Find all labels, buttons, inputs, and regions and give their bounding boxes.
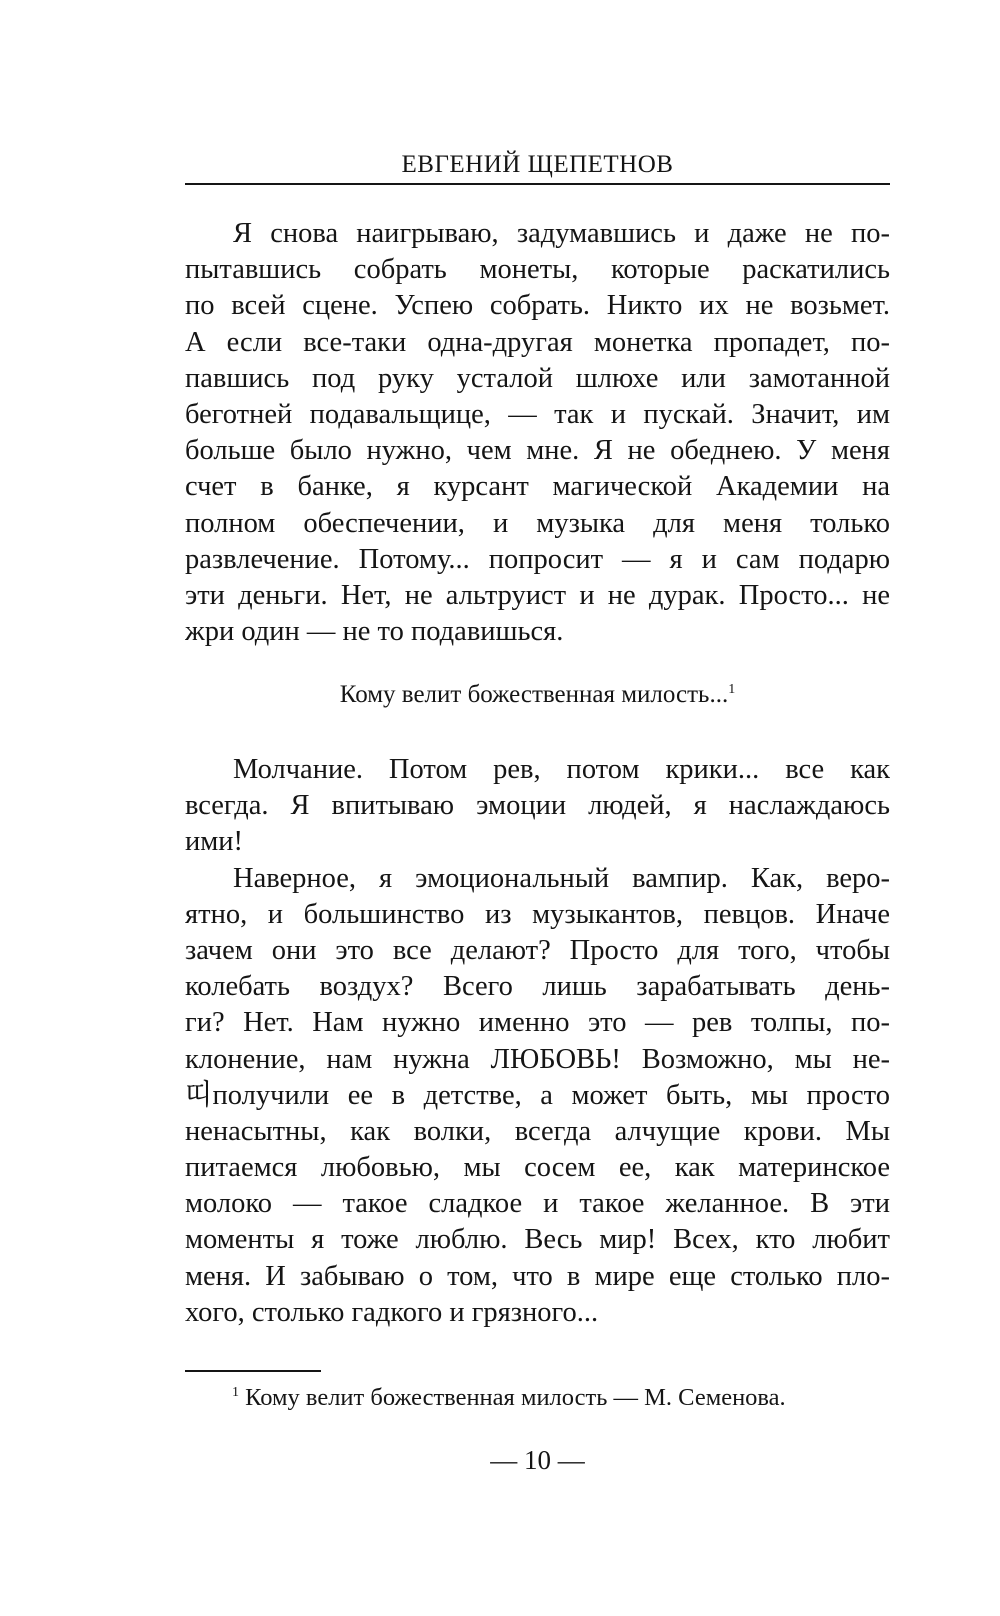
text-line: ятно, и большинство из музыкантов, певцов. Иначе	[185, 898, 890, 930]
running-head: ЕВГЕНИЙ ЩЕПЕТНОВ	[401, 151, 674, 178]
text-line: ги? Нет. Нам нужно именно это — рев толпы, по-	[185, 1007, 890, 1039]
text-line: ими!	[185, 826, 244, 858]
text-line: развлечение. Потому... попросит — я и сам подарю	[185, 543, 890, 575]
text-line: питаемся любовью, мы сосем ее, как материнское	[185, 1152, 890, 1184]
text-line: жри один — не то подавишься.	[185, 616, 564, 648]
epigraph	[185, 680, 890, 710]
footnote-number: 1	[232, 1385, 239, 1400]
footnote-text: Кому велит божественная милость — М. Семенова.	[245, 1384, 786, 1411]
paragraph-2-3	[185, 752, 890, 1331]
text-line: пытавшись собрать монеты, которые раскатились	[185, 254, 890, 286]
text-line: эти деньги. Нет, не альтруист и не дурак. Просто... не	[185, 579, 890, 611]
text-line: беготней подавальщице, — так и пускай. Значит, им	[185, 398, 890, 430]
text-line: клонение, нам нужна ЛЮБОВЬ! Возможно, мы не-	[185, 1043, 890, 1075]
text-line: Наверное, я эмоциональный вампир. Как, веро-	[233, 862, 890, 894]
page-number: — 10 —	[490, 1445, 585, 1475]
text-line: колебать воздух? Всего лишь зарабатывать день-	[185, 971, 890, 1003]
text-line: счет в банке, я курсант магической Академии на	[185, 471, 890, 503]
text-line: А если все-таки одна-другая монетка пропадет, по-	[185, 326, 890, 358]
paragraph-1	[185, 216, 890, 650]
footnote	[232, 1383, 892, 1413]
text-line: 띠получили ее в детстве, а может быть, мы просто	[185, 1079, 890, 1111]
text-line: полном обеспечении, и музыка для меня только	[185, 507, 890, 539]
footnote-marker[interactable]: 1	[728, 682, 736, 697]
text-line: всегда. Я впитываю эмоции людей, я наслаждаюсь	[185, 790, 890, 822]
text-line: Я снова наигрываю, задумавшись и даже не по-	[233, 218, 890, 249]
text-line: больше было нужно, чем мне. Я не обеднею. У меня	[185, 435, 890, 467]
epigraph-text: Кому велит божественная милость...	[339, 681, 729, 708]
header-rule	[185, 183, 890, 185]
text-line: хого, столько гадкого и грязного...	[185, 1296, 599, 1328]
text-line: ненасытны, как волки, всегда алчущие крови. Мы	[185, 1115, 890, 1147]
text-line: меня. И забываю о том, что в мире еще столько пло-	[185, 1260, 890, 1292]
text-line: зачем они это все делают? Просто для того, чтобы	[185, 934, 890, 966]
text-line: молоко — такое сладкое и такое желанное. В эти	[185, 1188, 890, 1220]
text-line: павшись под руку усталой шлюхе или замотанной	[185, 362, 890, 394]
text-line: моменты я тоже люблю. Весь мир! Всех, кто любит	[185, 1224, 890, 1256]
footnote-rule	[185, 1370, 321, 1372]
text-line: Молчание. Потом рев, потом крики... все как	[233, 754, 890, 785]
text-line: по всей сцене. Успею собрать. Никто их не возьмет.	[185, 290, 890, 322]
